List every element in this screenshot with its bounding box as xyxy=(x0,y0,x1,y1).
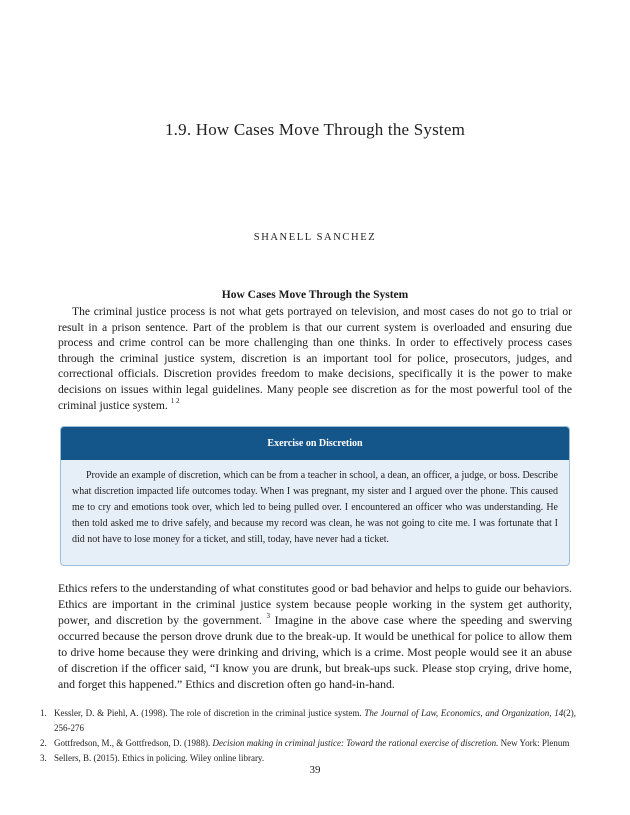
footnotes-list xyxy=(36,706,576,766)
footnote-text: Sellers, B. (2015). Ethics in policing. Wiley online library. xyxy=(54,753,265,763)
section-heading: How Cases Move Through the System xyxy=(221,289,409,301)
intro-paragraph xyxy=(58,304,572,413)
footnote-number: 1. xyxy=(40,708,47,718)
footnote-ref-1-2[interactable]: 1 2 xyxy=(170,396,180,405)
exercise-box xyxy=(60,426,570,566)
footnote-text: Kessler, D. & Piehl, A. (1998). The role of discretion in the criminal justice system. xyxy=(54,708,365,718)
footnote-item xyxy=(36,736,576,751)
exercise-title: Exercise on Discretion xyxy=(61,427,569,460)
ethics-paragraph-text-before: Ethics refers to the understanding of what constitutes good or bad behavior and helps to guide our behaviors. Ethics are important in the criminal justice system because people working in the system get authority, power, and discretion by the government. xyxy=(58,581,572,627)
footnote-tail: New York: Plenum xyxy=(498,738,570,748)
footnote-tail: (2), 256-276 xyxy=(54,708,577,733)
ethics-paragraph xyxy=(58,580,572,692)
author-name: SHANELL SANCHEZ xyxy=(253,232,377,243)
footnote-ref-3[interactable]: 3 xyxy=(266,612,271,621)
footnote-number: 3. xyxy=(40,753,47,763)
footnote-text: Gottfredson, M., & Gottfredson, D. (1988). xyxy=(54,738,213,748)
footnote-book-title: Decision making in criminal justice: Toward the rational exercise of discretion. xyxy=(212,738,499,748)
page-title: 1.9. How Cases Move Through the System xyxy=(164,120,466,139)
footnote-number: 2. xyxy=(40,738,47,748)
intro-paragraph-text: The criminal justice process is not what gets portrayed on television, and most cases do not go to trial or result in a prison sentence. Part of the problem is that our current system is overloaded and ensuring due process and crime control can be more challenging than one thinks. In order to effectively process cases through the criminal justice system, discretion is an important tool for police, prosecutors, judges, and correctional officials. Discretion provides freedom to make decisions, specifically it is the power to make decisions on issues within legal guidelines. Many people see discretion as for the most powerful tool of the criminal justice system. xyxy=(58,305,572,412)
footnote-item xyxy=(36,706,576,736)
footnote-journal: The Journal of Law, Economics, and Organization, 14 xyxy=(364,708,564,718)
exercise-body: Provide an example of discretion, which can be from a teacher in school, a dean, an officer, a judge, or boss. Describe what discretion impacted life outcomes today. When I was pregnant, my sister and I argued over the phone. This caused me to cry and emotions took over, which led to being pulled over. I encountered an officer who was understanding. He then told asked me to drive safely, and because my record was clean, he was not going to cite me. I was fortunate that I did not have to lose money for a ticket, and still, today, have never had a ticket. xyxy=(72,470,558,545)
page-number: 39 xyxy=(309,764,321,776)
ethics-paragraph-text-after: Imagine in the above case where the speeding and swerving occurred because the person drove drunk due to the break-up. It would be unethical for police to allow them to drive home because they were drinking and driving, which is a crime. Most people would see it an abuse of discretion if the officer said, “I know you are drunk, but break-ups suck. Please stop crying, drive home, and forget this happened.” Ethics and discretion often go hand-in-hand. xyxy=(58,613,573,691)
